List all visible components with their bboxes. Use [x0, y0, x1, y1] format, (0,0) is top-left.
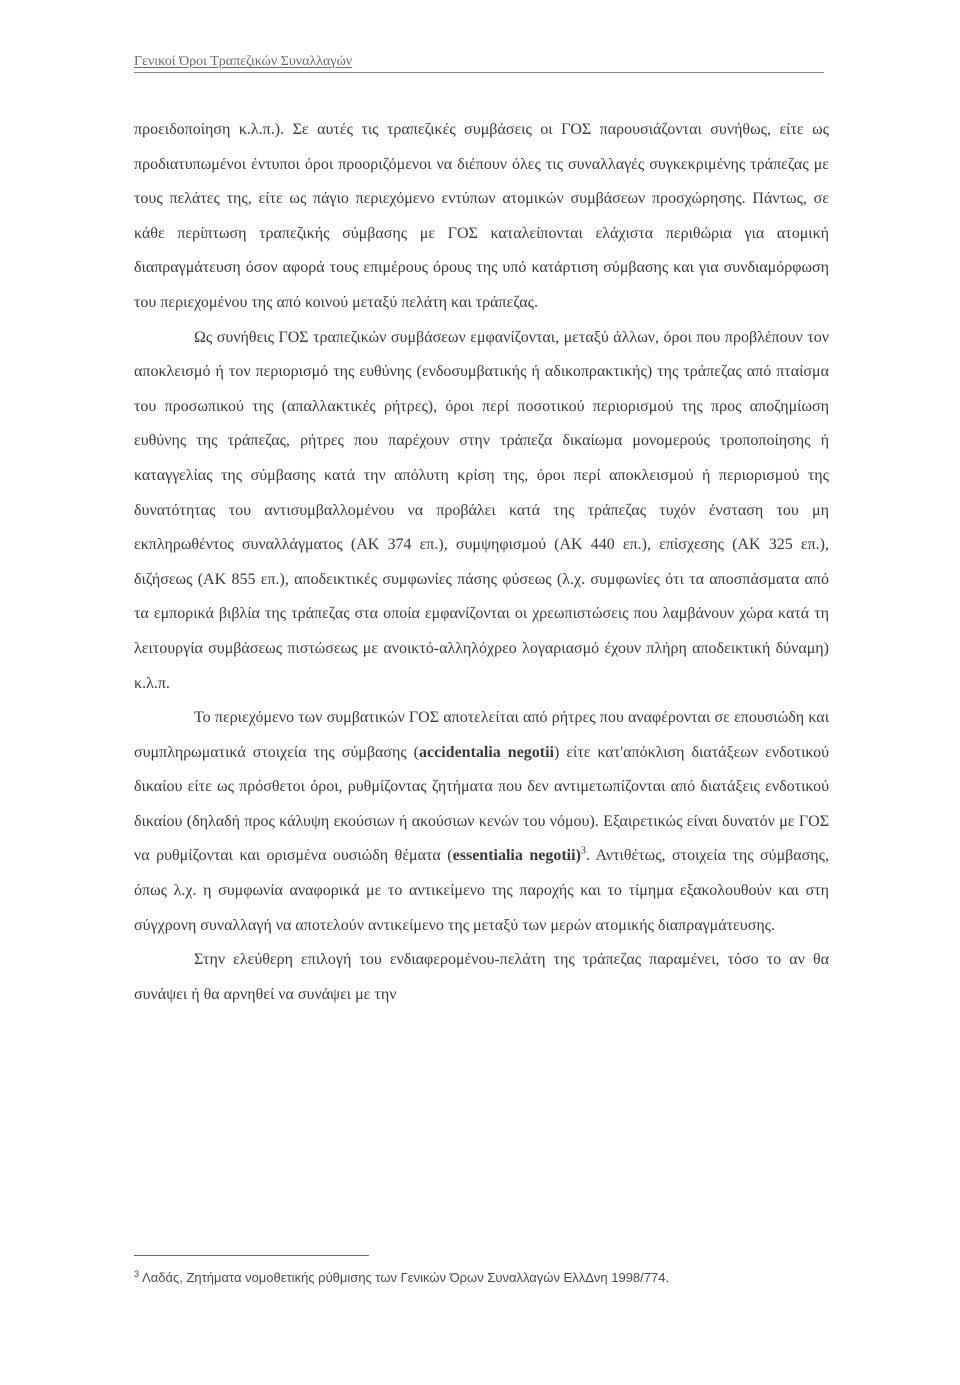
body-text [134, 113, 829, 1012]
footnote-divider [134, 1255, 369, 1256]
latin-term-essentialia: essentialia negotii [452, 847, 576, 865]
footnote-number: 3 [134, 1268, 140, 1279]
latin-term-accidentalia: accidentalia negotii [419, 743, 554, 761]
paragraph-3-close-paren: ) [575, 847, 581, 865]
paragraph-1: προειδοποίηση κ.λ.π.). Σε αυτές τις τραπεζικές συμβάσεις οι ΓΟΣ παρουσιάζονται συνήθως, είτε ως προδιατυπωμένοι έντυποι όροι προοριζόμενοι να διέπουν όλες τις συναλλαγές συγκεκριμένης τράπεζας με τους πελάτες της, είτε ως πάγιο περιεχόμενο εντύπων ατομικών συμβάσεων προσχώρησης. Πάντως, σε κάθε περίπτωση τραπεζικής σύμβασης με ΓΟΣ καταλείπονται ελάχιστα περιθώρια για ατομική διαπραγμάτευση όσον αφορά τους επιμέρους όρους της υπό κατάρτιση σύμβασης και για συνδιαμόρφωση του περιεχομένου της από κοινού μεταξύ πελάτη και τράπεζας. [134, 121, 829, 311]
footnote [134, 1270, 834, 1285]
paragraph-3-text-a: Το περιεχόμενο των συμβατικών ΓΟΣ αποτελείται από ρήτρες που αναφέρονται σε επουσιώδη και συμπληρωματικά στοιχεία της σύμβασης ( [134, 709, 829, 761]
running-header: Γενικοί Όροι Τραπεζικών Συναλλαγών [134, 54, 824, 73]
paragraph-3 [134, 701, 829, 943]
paragraph-2: Ως συνήθεις ΓΟΣ τραπεζικών συμβάσεων εμφανίζονται, μεταξύ άλλων, όροι που προβλέπουν τον αποκλεισμό ή τον περιορισμό της ευθύνης (ενδοσυμβατικής ή αδικοπρακτικής) της τράπεζας από πταίσμα του προσωπικού της (απαλλακτικές ρήτρες), όροι περί ποσοτικού περιορισμού της προς αποζημίωση ευθύνης της τράπεζας, ρήτρες που παρέχουν στην τράπεζα δικαίωμα μονομερούς τροποποίησης ή καταγγελίας της σύμβασης κατά την απόλυτη κρίση της, όροι περί αποκλεισμού ή περιορισμού της δυνατότητας του αντισυμβαλλομένου να προβάλει κατά της τράπεζας τυχόν ένσταση του μη εκπληρωθέντος συναλλάγματος (ΑΚ 374 επ.), συμψηφισμού (ΑΚ 440 επ.), επίσχεσης (ΑΚ 325 επ.), διζήσεως (ΑΚ 855 επ.), αποδεικτικές συμφωνίες πάσης φύσεως (λ.χ. συμφωνίες ότι τα αποσπάσματα από τα εμπορικά βιβλία της τράπεζας στα οποία εμφανίζονται οι χρεωπιστώσεις που λαμβάνουν χώρα κατά τη λειτουργία συμβάσεως πιστώσεως με ανοικτό-αλληλόχρεο λογαριασμό έχουν πλήρη αποδεικτική δύναμη) κ.λ.π. [134, 328, 829, 692]
paragraph-3-text-b: ) είτε κατ'απόκλιση διατάξεων ενδοτικού δικαίου είτε ως πρόσθετοι όροι, ρυθμίζοντας ζητήματα που δεν αντιμετωπίζονται από διατάξεις ενδοτικού δικαίου (δηλαδή προς κάλυψη εκούσιων ή ακούσιων κενών του νόμου). Εξαιρετικώς είναι δυνατόν με ΓΟΣ να ρυθμίζονται και ορισμένα ουσιώδη θέματα ( [134, 743, 830, 865]
paragraph-3-text-d: . Αντιθέτως, στοιχεία της σύμβασης, όπως λ.χ. η συμφωνία αναφορικά με το αντικείμενο της παροχής και το τίμημα εξακολουθούν και στη σύγχρονη συναλλαγή να αποτελούν αντικείμενο της μεταξύ των μερών ατομικής διαπραγμάτευσης. [134, 847, 829, 934]
footnote-reference: 3 [580, 846, 586, 858]
paragraph-4: Στην ελεύθερη επιλογή του ενδιαφερομένου-πελάτη της τράπεζας παραμένει, τόσο το αν θα συνάψει ή θα αρνηθεί να συνάψει με την [134, 951, 829, 1003]
footnote-text: Λαδάς, Ζητήματα νομοθετικής ρύθμισης των Γενικών Όρων Συναλλαγών ΕλλΔνη 1998/774. [142, 1270, 670, 1285]
